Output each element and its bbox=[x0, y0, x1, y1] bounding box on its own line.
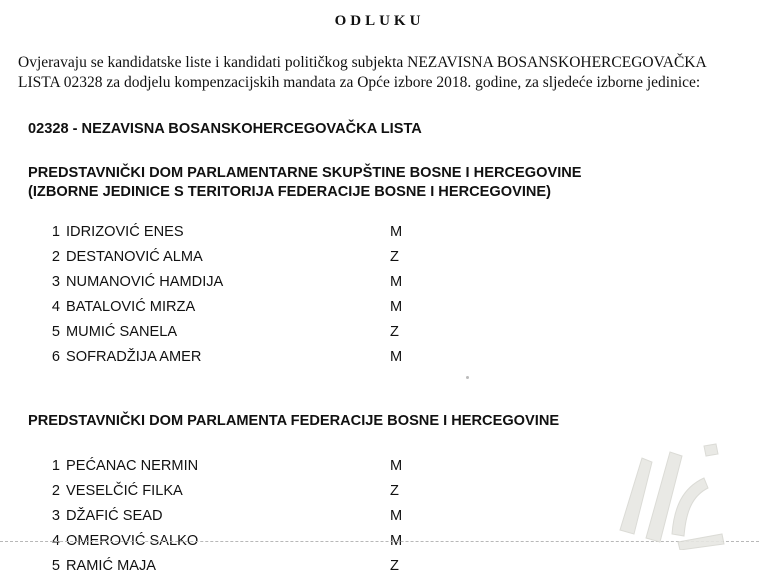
intro-line-2: LISTA 02328 za dodjelu kompenzacijskih mandata za Opće izbore 2018. godine, za sljedeće izborne jedinice: bbox=[18, 74, 701, 91]
candidate-row bbox=[0, 349, 759, 369]
section-1-title bbox=[28, 164, 582, 202]
candidate-number: 4 bbox=[51, 299, 60, 315]
candidate-name: SOFRADŽIJA AMER bbox=[66, 349, 202, 365]
party-title: 02328 - NEZAVISNA BOSANSKOHERCEGOVAČKA LISTA bbox=[28, 121, 422, 137]
candidate-gender: M bbox=[390, 299, 403, 315]
candidate-number: 2 bbox=[51, 249, 60, 265]
candidate-name: VESELČIĆ FILKA bbox=[66, 483, 183, 499]
intro-paragraph bbox=[18, 53, 753, 93]
candidate-name: MUMIĆ SANELA bbox=[66, 324, 178, 340]
candidate-row bbox=[0, 324, 759, 344]
candidate-gender: Z bbox=[390, 483, 399, 499]
candidate-gender: M bbox=[390, 274, 403, 290]
candidate-gender: M bbox=[390, 458, 403, 474]
candidate-gender: M bbox=[390, 508, 403, 524]
candidate-row bbox=[0, 224, 759, 244]
candidate-number: 3 bbox=[51, 508, 60, 524]
candidate-number: 1 bbox=[51, 224, 60, 240]
candidate-gender: Z bbox=[390, 249, 399, 265]
candidate-number: 5 bbox=[51, 558, 60, 574]
section-2-title bbox=[28, 412, 559, 431]
candidate-number: 6 bbox=[51, 349, 60, 365]
scan-speck bbox=[466, 376, 469, 379]
candidate-gender: Z bbox=[390, 558, 399, 574]
candidate-gender: M bbox=[390, 349, 403, 365]
candidate-row bbox=[0, 274, 759, 294]
candidate-number: 3 bbox=[51, 274, 60, 290]
candidate-number: 2 bbox=[51, 483, 60, 499]
candidate-name: DESTANOVIĆ ALMA bbox=[66, 249, 203, 265]
candidate-name: NUMANOVIĆ HAMDIJA bbox=[66, 274, 224, 290]
candidate-name: IDRIZOVIĆ ENES bbox=[66, 224, 184, 240]
section-2-title-line-1: PREDSTAVNIČKI DOM PARLAMENTA FEDERACIJE BOSNE I HERCEGOVINE bbox=[28, 413, 560, 429]
candidate-gender: M bbox=[390, 224, 403, 240]
document-heading: ODLUKU bbox=[334, 13, 425, 29]
candidate-number: 5 bbox=[51, 324, 60, 340]
candidate-gender: Z bbox=[390, 324, 399, 340]
candidate-name: DŽAFIĆ SEAD bbox=[66, 508, 163, 524]
candidate-row bbox=[0, 558, 759, 578]
candidate-row bbox=[0, 299, 759, 319]
section-1-title-line-1: PREDSTAVNIČKI DOM PARLAMENTARNE SKUPŠTINE BOSNE I HERCEGOVINE bbox=[28, 165, 582, 181]
watermark-seal-icon bbox=[612, 438, 732, 550]
candidate-number: 4 bbox=[51, 533, 60, 549]
candidate-gender: M bbox=[390, 533, 403, 549]
candidate-name: RAMIĆ MAJA bbox=[66, 558, 156, 574]
candidate-name: PEĆANAC NERMIN bbox=[66, 458, 199, 474]
section-1-title-line-2: (IZBORNE JEDINICE S TERITORIJA FEDERACIJE BOSNE I HERCEGOVINE) bbox=[28, 184, 552, 200]
candidate-number: 1 bbox=[51, 458, 60, 474]
candidate-name: OMEROVIĆ SALKO bbox=[66, 533, 199, 549]
candidate-row bbox=[0, 249, 759, 269]
candidate-name: BATALOVIĆ MIRZA bbox=[66, 299, 196, 315]
intro-line-1: Ovjeravaju se kandidatske liste i kandidati političkog subjekta NEZAVISNA BOSANSKOHERCEGOVAČKA bbox=[18, 54, 707, 71]
